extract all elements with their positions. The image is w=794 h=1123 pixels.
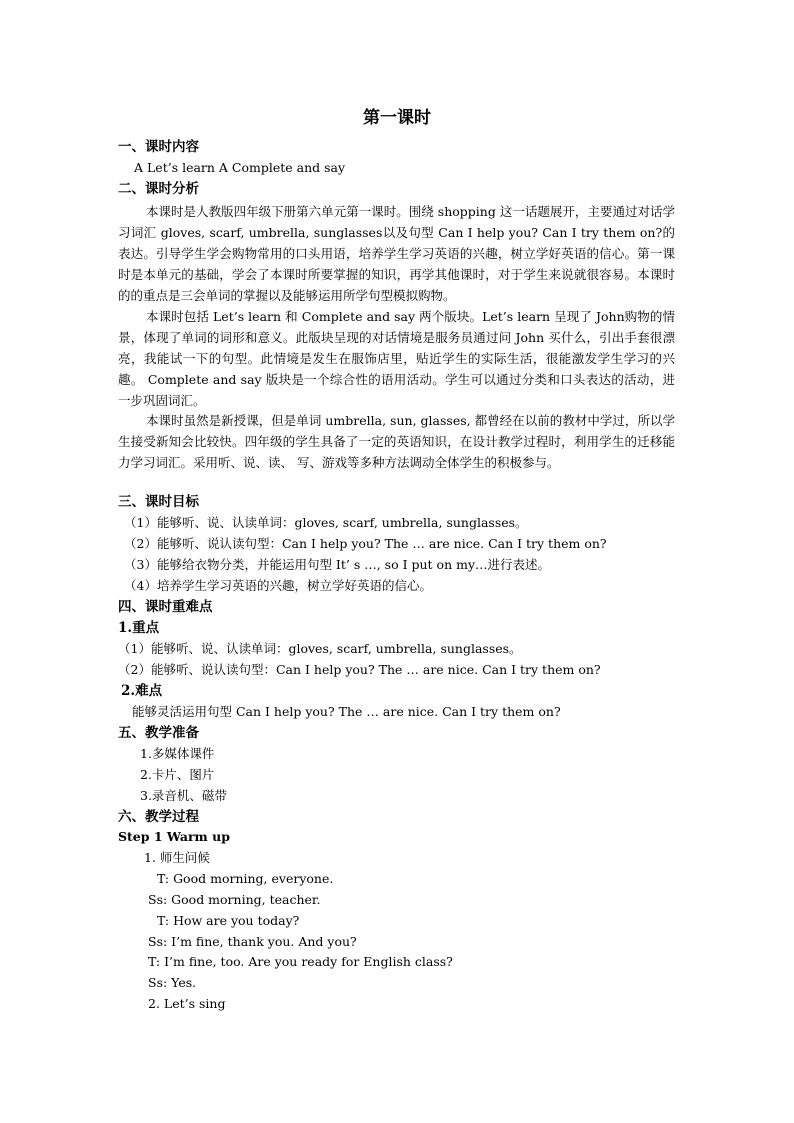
dialogue-line: Ss: Good morning, teacher. [148,892,321,907]
key-points-subheading: 1.重点 [118,620,160,636]
procedure-item: 1. 师生问候 [144,850,210,865]
objective-item: （2）能够听、说认读句型：Can I help you? The … are nice. Can I try them on? [124,536,607,551]
analysis-paragraph-2: 本课时包括 Let’s learn 和 Complete and say 两个版块。Let’s learn 呈现了 John购物的情景，体现了单词的词形和意义。此版块呈现的对话情境是服务员通过问 John 买什么，引出手套很漂亮，我能试一下的句型。此情境是发生在服饰店里，贴近学生的实际生活，很能激发学生学习的兴趣。 Complete and say 版块是一个综合性的语用活动。学生可以通过分类和口头表达的活动，进一步巩固词汇。 [118,309,675,408]
preparation-item: 3.录音机、磁带 [140,788,227,803]
objective-item: （4）培养学生学习英语的兴趣，树立学好英语的信心。 [124,578,432,593]
difficult-points-subheading: 2.难点 [121,683,163,699]
key-point-item: （1）能够听、说、认读单词：gloves, scarf, umbrella, sunglasses。 [118,641,522,656]
dialogue-line: T: I’m fine, too. Are you ready for English class? [148,954,453,969]
dialogue-line: T: Good morning, everyone. [157,871,334,886]
section-heading-content: 一、课时内容 [118,139,199,155]
objective-item: （3）能够给衣物分类，并能运用句型 It’ s …, so I put on my…进行表述。 [124,557,551,572]
dialogue-line: T: How are you today? [157,913,300,928]
analysis-paragraph-1: 本课时是人教版四年级下册第六单元第一课时。围绕 shopping 这一话题展开，主要通过对话学习词汇 gloves, scarf, umbrella, sunglasses以及句型 Can I help you? Can I try them on?的表达。引导学生学会购物常用的口头用语，培养学生学习英语的兴趣，树立学好英语的信心。第一课时是本单元的基础，学会了本课时所要掌握的知识，再学其他课时，对于学生来说就很容易。本课时的的重点是三会单词的掌握以及能够运用所学句型模拟购物。 [118,204,675,303]
objective-item: （1）能够听、说、认读单词：gloves, scarf, umbrella, sunglasses。 [124,515,528,530]
step-heading: Step 1 Warm up [118,829,230,844]
section-heading-key-points: 四、课时重难点 [118,599,213,615]
section-heading-preparation: 五、教学准备 [118,725,199,741]
preparation-item: 1.多媒体课件 [140,746,215,761]
key-point-item: （2）能够听、说认读句型：Can I help you? The … are nice. Can I try them on? [118,662,601,677]
preparation-item: 2.卡片、图片 [140,767,215,782]
analysis-paragraph-3: 本课时虽然是新授课，但是单词 umbrella, sun, glasses, 都曾经在以前的教材中学过，所以学生接受新知会比较快。四年级的学生具备了一定的英语知识，在设计教学过程时，利用学生的迁移能力学习词汇。采用听、说、读、 写、游戏等多种方法调动全体学生的积极参与。 [118,413,675,470]
dialogue-line: Ss: I’m fine, thank you. And you? [148,934,357,949]
section-heading-analysis: 二、课时分析 [118,181,199,197]
section-heading-objectives: 三、课时目标 [118,494,199,510]
page-title: 第一课时 [363,108,431,128]
dialogue-line: Ss: Yes. [148,975,197,990]
procedure-item: 2. Let’s sing [148,996,226,1011]
section-heading-procedure: 六、教学过程 [118,809,199,825]
lesson-content-text: A Let’s learn A Complete and say [134,160,346,175]
difficult-point-text: 能够灵活运用句型 Can I help you? The … are nice. Can I try them on? [132,704,561,719]
